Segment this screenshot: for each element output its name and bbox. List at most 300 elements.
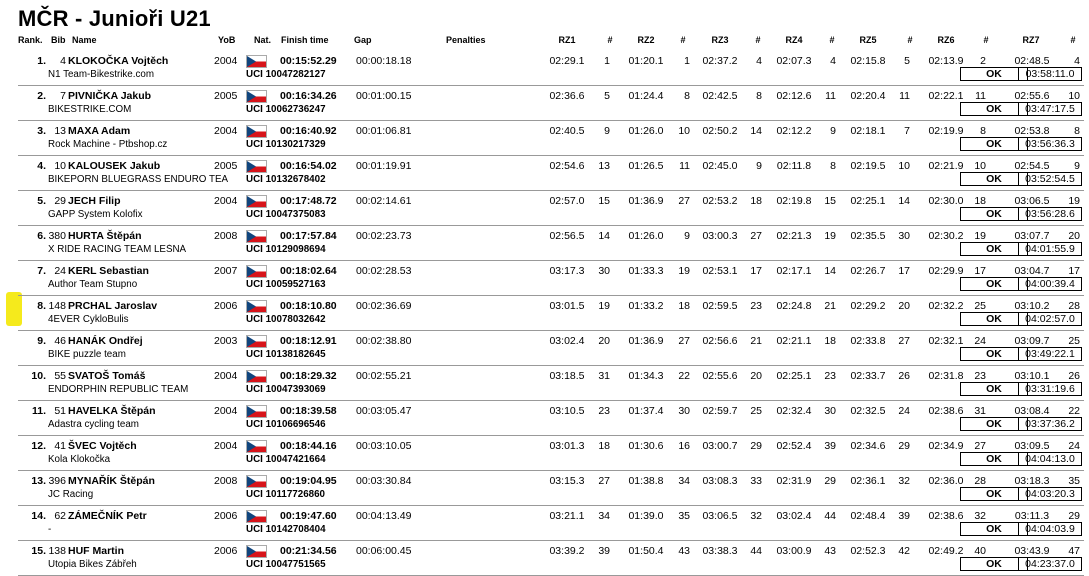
header-penalties: Penalties — [446, 35, 486, 45]
uci-id: UCI 10047421664 — [246, 454, 326, 465]
gap: 00:01:19.91 — [356, 160, 412, 172]
split-time-rz5: 02:33.8 — [850, 335, 886, 347]
split-rank-rz6: 25 — [974, 300, 986, 312]
split-rank-rz5: 20 — [898, 300, 910, 312]
split-time-rz3: 02:56.6 — [702, 335, 738, 347]
rider-name: HUF Martin — [68, 545, 124, 557]
split-time-rz3: 02:59.7 — [702, 405, 738, 417]
year-of-birth: 2008 — [214, 475, 238, 487]
split-rank-rz4: 4 — [830, 55, 836, 67]
split-time-rz3: 02:37.2 — [702, 55, 738, 67]
split-rank-rz3: 33 — [750, 475, 762, 487]
split-time-rz7: 03:18.3 — [1014, 475, 1050, 487]
year-of-birth: 2006 — [214, 545, 238, 557]
rider-name: HAVELKA Štěpán — [68, 405, 156, 417]
split-time-rz6: 02:36.0 — [928, 475, 964, 487]
split-time-rz1: 02:57.0 — [549, 195, 585, 207]
header-rz4: RZ4 — [785, 35, 803, 45]
split-rank-rz2: 43 — [678, 545, 690, 557]
split-time-rz5: 02:35.5 — [850, 230, 886, 242]
czech-flag-icon — [246, 300, 267, 313]
finish-time: 00:16:40.92 — [280, 125, 337, 137]
czech-flag-icon — [246, 405, 267, 418]
total-time: 04:04:13.0 — [1018, 452, 1082, 466]
bib: 62 — [54, 510, 66, 522]
split-rank-rz6: 28 — [974, 475, 986, 487]
split-time-rz5: 02:33.7 — [850, 370, 886, 382]
split-rank-rz5: 29 — [898, 440, 910, 452]
split-rank-rz3: 17 — [750, 265, 762, 277]
table-row — [18, 225, 1084, 261]
czech-flag-icon — [246, 125, 267, 138]
split-rank-rz1: 34 — [598, 510, 610, 522]
split-time-rz3: 03:38.3 — [702, 545, 738, 557]
split-time-rz6: 02:30.0 — [928, 195, 964, 207]
split-rank-rz5: 32 — [898, 475, 910, 487]
split-rank-rz2: 1 — [684, 55, 690, 67]
split-rank-rz4: 11 — [825, 90, 836, 102]
uci-id: UCI 10059527163 — [246, 279, 326, 290]
header-finish-time: Finish time — [281, 35, 329, 45]
table-row — [18, 50, 1084, 86]
split-time-rz1: 03:02.4 — [549, 335, 585, 347]
split-rank-rz4: 8 — [830, 160, 836, 172]
header-rz5-rank: # — [907, 35, 913, 45]
split-rank-rz2: 34 — [678, 475, 690, 487]
header-nat: Nat. — [254, 35, 272, 45]
header-bib: Bib — [51, 35, 66, 45]
gap: 00:01:00.15 — [356, 90, 412, 102]
split-time-rz7: 02:53.8 — [1014, 125, 1050, 137]
gap: 00:02:38.80 — [356, 335, 412, 347]
split-rank-rz7: 10 — [1068, 90, 1080, 102]
split-rank-rz4: 43 — [824, 545, 836, 557]
split-rank-rz6: 31 — [974, 405, 986, 417]
split-rank-rz1: 14 — [598, 230, 610, 242]
split-time-rz7: 03:10.1 — [1014, 370, 1050, 382]
split-time-rz1: 02:29.1 — [549, 55, 585, 67]
split-rank-rz5: 39 — [898, 510, 910, 522]
header-rank: Rank. — [18, 35, 43, 45]
split-time-rz2: 01:39.0 — [628, 510, 664, 522]
page-title: MČR - Junioři U21 — [18, 6, 211, 31]
split-time-rz5: 02:36.1 — [850, 475, 886, 487]
split-rank-rz7: 29 — [1068, 510, 1080, 522]
split-time-rz1: 03:18.5 — [549, 370, 585, 382]
uci-id: UCI 10142708404 — [246, 524, 326, 535]
split-rank-rz6: 10 — [974, 160, 986, 172]
year-of-birth: 2005 — [214, 90, 238, 102]
split-time-rz1: 03:17.3 — [549, 265, 585, 277]
split-time-rz6: 02:38.6 — [928, 405, 964, 417]
team-name: BIKEPORN BLUEGRASS ENDURO TEA — [48, 174, 229, 185]
split-rank-rz2: 30 — [678, 405, 690, 417]
bib: 7 — [60, 90, 66, 102]
split-time-rz2: 01:26.0 — [628, 125, 664, 137]
split-rank-rz3: 21 — [750, 335, 762, 347]
total-time: 03:49:22.1 — [1018, 347, 1082, 361]
team-name: N1 Team-Bikestrike.com — [48, 69, 154, 80]
split-time-rz4: 03:00.9 — [776, 545, 812, 557]
uci-id: UCI 10117726860 — [246, 489, 325, 500]
czech-flag-icon — [246, 160, 267, 173]
rider-name: KLOKOČKA Vojtěch — [68, 55, 169, 67]
status-badge: OK — [960, 312, 1028, 326]
split-rank-rz7: 28 — [1068, 300, 1080, 312]
split-time-rz4: 02:25.1 — [776, 370, 812, 382]
split-time-rz2: 01:36.9 — [628, 195, 664, 207]
split-rank-rz6: 19 — [974, 230, 986, 242]
table-row — [18, 330, 1084, 366]
gap: 00:03:10.05 — [356, 440, 412, 452]
split-time-rz4: 02:31.9 — [776, 475, 812, 487]
split-time-rz2: 01:30.6 — [628, 440, 664, 452]
rank: 11. — [31, 405, 46, 417]
table-row — [18, 400, 1084, 436]
split-rank-rz6: 18 — [974, 195, 986, 207]
split-rank-rz4: 30 — [824, 405, 836, 417]
split-time-rz2: 01:26.5 — [628, 160, 664, 172]
split-time-rz2: 01:33.3 — [628, 265, 664, 277]
split-rank-rz5: 17 — [898, 265, 910, 277]
uci-id: UCI 10047375083 — [246, 209, 326, 220]
split-rank-rz1: 15 — [598, 195, 610, 207]
split-time-rz3: 02:45.0 — [702, 160, 738, 172]
rider-name: MYNAŘÍK Štěpán — [68, 475, 155, 487]
header-yob: YoB — [218, 35, 236, 45]
split-time-rz6: 02:32.1 — [928, 335, 964, 347]
split-rank-rz5: 11 — [899, 90, 910, 102]
rider-name: HURTA Štěpán — [68, 230, 142, 242]
split-rank-rz4: 29 — [824, 475, 836, 487]
status-badge: OK — [960, 242, 1028, 256]
header-gap: Gap — [354, 35, 372, 45]
gap: 00:02:36.69 — [356, 300, 412, 312]
split-time-rz6: 02:21.9 — [928, 160, 964, 172]
split-time-rz7: 03:07.7 — [1014, 230, 1050, 242]
header-rz1: RZ1 — [558, 35, 576, 45]
split-time-rz7: 03:04.7 — [1014, 265, 1050, 277]
finish-time: 00:17:57.84 — [280, 230, 337, 242]
split-time-rz6: 02:31.8 — [928, 370, 964, 382]
split-time-rz3: 02:42.5 — [702, 90, 738, 102]
status-badge: OK — [960, 67, 1028, 81]
finish-time: 00:21:34.56 — [280, 545, 337, 557]
czech-flag-icon — [246, 440, 267, 453]
header-rz6: RZ6 — [937, 35, 955, 45]
rider-name: JECH Filip — [68, 195, 121, 207]
split-rank-rz7: 20 — [1068, 230, 1080, 242]
bib: 24 — [54, 265, 66, 277]
split-rank-rz4: 39 — [824, 440, 836, 452]
split-time-rz6: 02:34.9 — [928, 440, 964, 452]
split-time-rz4: 02:32.4 — [776, 405, 812, 417]
year-of-birth: 2003 — [214, 335, 238, 347]
bib: 148 — [48, 300, 66, 312]
split-time-rz3: 03:06.5 — [702, 510, 738, 522]
rider-name: ŠVEC Vojtěch — [68, 440, 137, 452]
rider-name: HANÁK Ondřej — [68, 335, 143, 347]
split-rank-rz7: 47 — [1068, 545, 1080, 557]
split-rank-rz3: 20 — [750, 370, 762, 382]
czech-flag-icon — [246, 195, 267, 208]
table-row — [18, 190, 1084, 226]
split-rank-rz4: 21 — [824, 300, 836, 312]
table-row — [18, 260, 1084, 296]
split-rank-rz6: 17 — [974, 265, 986, 277]
split-time-rz5: 02:48.4 — [850, 510, 886, 522]
year-of-birth: 2007 — [214, 265, 238, 277]
split-rank-rz3: 4 — [756, 55, 762, 67]
table-row — [18, 295, 1084, 331]
header-name: Name — [72, 35, 97, 45]
split-time-rz1: 03:15.3 — [549, 475, 585, 487]
split-time-rz3: 02:59.5 — [702, 300, 738, 312]
total-time: 04:23:37.0 — [1018, 557, 1082, 571]
split-rank-rz1: 18 — [598, 440, 610, 452]
year-of-birth: 2004 — [214, 370, 238, 382]
split-rank-rz5: 30 — [898, 230, 910, 242]
split-time-rz5: 02:19.5 — [850, 160, 886, 172]
split-rank-rz7: 26 — [1068, 370, 1080, 382]
status-badge: OK — [960, 452, 1028, 466]
header-rz5: RZ5 — [859, 35, 877, 45]
split-time-rz5: 02:52.3 — [850, 545, 886, 557]
split-time-rz7: 02:48.5 — [1014, 55, 1050, 67]
header-rz2: RZ2 — [637, 35, 655, 45]
czech-flag-icon — [246, 510, 267, 523]
split-rank-rz4: 19 — [824, 230, 836, 242]
year-of-birth: 2006 — [214, 510, 238, 522]
rider-name: SVATOŠ Tomáš — [68, 370, 146, 382]
split-rank-rz5: 10 — [898, 160, 910, 172]
table-row — [18, 540, 1084, 576]
uci-id: UCI 10130217329 — [246, 139, 326, 150]
split-time-rz5: 02:20.4 — [850, 90, 886, 102]
table-row — [18, 85, 1084, 121]
split-rank-rz2: 11 — [679, 160, 690, 172]
uci-id: UCI 10106696546 — [246, 419, 326, 430]
table-row — [18, 155, 1084, 191]
czech-flag-icon — [246, 475, 267, 488]
bib: 10 — [54, 160, 66, 172]
split-time-rz3: 03:08.3 — [702, 475, 738, 487]
split-time-rz2: 01:33.2 — [628, 300, 664, 312]
finish-time: 00:16:34.26 — [280, 90, 337, 102]
split-rank-rz7: 25 — [1068, 335, 1080, 347]
split-time-rz4: 02:19.8 — [776, 195, 812, 207]
header-rz6-rank: # — [983, 35, 989, 45]
status-badge: OK — [960, 487, 1028, 501]
split-time-rz3: 03:00.7 — [702, 440, 738, 452]
year-of-birth: 2006 — [214, 300, 238, 312]
czech-flag-icon — [246, 545, 267, 558]
split-time-rz3: 02:53.1 — [702, 265, 738, 277]
split-time-rz4: 02:11.8 — [776, 160, 812, 172]
bib: 29 — [54, 195, 66, 207]
split-time-rz4: 03:02.4 — [776, 510, 812, 522]
czech-flag-icon — [246, 230, 267, 243]
czech-flag-icon — [246, 90, 267, 103]
team-name: ENDORPHIN REPUBLIC TEAM — [48, 384, 189, 395]
split-time-rz4: 02:12.6 — [776, 90, 812, 102]
rank: 4. — [37, 160, 46, 172]
split-rank-rz2: 8 — [684, 90, 690, 102]
split-time-rz5: 02:25.1 — [850, 195, 886, 207]
uci-id: UCI 10047282127 — [246, 69, 326, 80]
split-rank-rz4: 23 — [824, 370, 836, 382]
split-time-rz7: 03:08.4 — [1014, 405, 1050, 417]
split-time-rz2: 01:24.4 — [628, 90, 664, 102]
uci-id: UCI 10062736247 — [246, 104, 326, 115]
split-rank-rz1: 1 — [604, 55, 610, 67]
split-time-rz6: 02:30.2 — [928, 230, 964, 242]
rank: 13. — [31, 475, 46, 487]
split-time-rz4: 02:21.1 — [776, 335, 812, 347]
header-rz3: RZ3 — [711, 35, 729, 45]
split-time-rz4: 02:24.8 — [776, 300, 812, 312]
split-rank-rz2: 27 — [678, 335, 690, 347]
split-time-rz5: 02:15.8 — [850, 55, 886, 67]
split-rank-rz6: 27 — [974, 440, 986, 452]
split-rank-rz6: 8 — [980, 125, 986, 137]
bib: 13 — [54, 125, 66, 137]
split-rank-rz5: 26 — [898, 370, 910, 382]
split-rank-rz7: 17 — [1068, 265, 1080, 277]
split-rank-rz2: 19 — [678, 265, 690, 277]
split-time-rz2: 01:34.3 — [628, 370, 664, 382]
total-time: 03:52:54.5 — [1018, 172, 1082, 186]
total-time: 04:03:20.3 — [1018, 487, 1082, 501]
czech-flag-icon — [246, 370, 267, 383]
finish-time: 00:18:39.58 — [280, 405, 337, 417]
split-rank-rz7: 8 — [1074, 125, 1080, 137]
table-row — [18, 120, 1084, 156]
gap: 00:00:18.18 — [356, 55, 412, 67]
split-rank-rz7: 35 — [1068, 475, 1080, 487]
czech-flag-icon — [246, 335, 267, 348]
split-rank-rz3: 9 — [756, 160, 762, 172]
total-time: 03:47:17.5 — [1018, 102, 1082, 116]
split-time-rz3: 03:00.3 — [702, 230, 738, 242]
uci-id: UCI 10047751565 — [246, 559, 326, 570]
bib: 396 — [48, 475, 66, 487]
rider-name: MAXA Adam — [68, 125, 131, 137]
gap: 00:03:05.47 — [356, 405, 412, 417]
finish-time: 00:18:29.32 — [280, 370, 337, 382]
split-time-rz1: 02:56.5 — [549, 230, 585, 242]
header-rz2-rank: # — [680, 35, 686, 45]
split-time-rz5: 02:18.1 — [850, 125, 886, 137]
split-time-rz6: 02:38.6 — [928, 510, 964, 522]
split-time-rz1: 03:21.1 — [549, 510, 585, 522]
team-name: - — [48, 524, 52, 535]
split-rank-rz7: 24 — [1068, 440, 1080, 452]
table-row — [18, 505, 1084, 541]
split-time-rz2: 01:36.9 — [628, 335, 664, 347]
split-time-rz7: 03:43.9 — [1014, 545, 1050, 557]
split-time-rz7: 03:06.5 — [1014, 195, 1050, 207]
bib: 138 — [48, 545, 66, 557]
split-time-rz5: 02:32.5 — [850, 405, 886, 417]
split-time-rz4: 02:12.2 — [776, 125, 812, 137]
status-badge: OK — [960, 102, 1028, 116]
split-time-rz1: 02:54.6 — [549, 160, 585, 172]
split-time-rz4: 02:21.3 — [776, 230, 812, 242]
status-badge: OK — [960, 382, 1028, 396]
split-time-rz7: 03:09.7 — [1014, 335, 1050, 347]
uci-id: UCI 10078032642 — [246, 314, 326, 325]
split-time-rz5: 02:26.7 — [850, 265, 886, 277]
rank: 8. — [37, 300, 46, 312]
rank: 6. — [37, 230, 46, 242]
bib: 51 — [54, 405, 66, 417]
rank: 2. — [37, 90, 46, 102]
rank: 1. — [37, 55, 46, 67]
split-rank-rz2: 16 — [678, 440, 690, 452]
split-rank-rz4: 14 — [824, 265, 836, 277]
team-name: BIKE puzzle team — [48, 349, 126, 360]
split-time-rz7: 03:10.2 — [1014, 300, 1050, 312]
split-time-rz6: 02:49.2 — [928, 545, 964, 557]
team-name: Kola Klokočka — [48, 454, 111, 465]
split-rank-rz3: 23 — [750, 300, 762, 312]
table-row — [18, 365, 1084, 401]
split-rank-rz5: 5 — [904, 55, 910, 67]
rank: 14. — [31, 510, 46, 522]
total-time: 03:31:19.6 — [1018, 382, 1082, 396]
split-rank-rz2: 18 — [678, 300, 690, 312]
total-time: 04:00:39.4 — [1018, 277, 1082, 291]
split-time-rz7: 03:11.3 — [1014, 510, 1050, 522]
rider-name: ZÁMEČNÍK Petr — [68, 510, 147, 522]
year-of-birth: 2004 — [214, 195, 238, 207]
split-rank-rz3: 27 — [750, 230, 762, 242]
split-time-rz1: 03:01.3 — [549, 440, 585, 452]
team-name: Adastra cycling team — [48, 419, 139, 430]
split-rank-rz5: 42 — [898, 545, 910, 557]
total-time: 04:01:55.9 — [1018, 242, 1082, 256]
rank: 12. — [31, 440, 46, 452]
gap: 00:03:30.84 — [356, 475, 412, 487]
split-time-rz2: 01:38.8 — [628, 475, 664, 487]
bib: 46 — [54, 335, 66, 347]
split-time-rz7: 02:54.5 — [1014, 160, 1050, 172]
bib: 380 — [48, 230, 66, 242]
total-time: 03:37:36.2 — [1018, 417, 1082, 431]
uci-id: UCI 10132678402 — [246, 174, 326, 185]
split-time-rz5: 02:29.2 — [850, 300, 886, 312]
split-time-rz1: 03:01.5 — [549, 300, 585, 312]
split-rank-rz1: 30 — [598, 265, 610, 277]
rank: 3. — [37, 125, 46, 137]
finish-time: 00:19:04.95 — [280, 475, 337, 487]
split-rank-rz6: 24 — [974, 335, 986, 347]
finish-time: 00:18:12.91 — [280, 335, 337, 347]
split-rank-rz5: 7 — [904, 125, 910, 137]
split-rank-rz4: 44 — [824, 510, 836, 522]
split-time-rz2: 01:37.4 — [628, 405, 664, 417]
split-time-rz1: 03:10.5 — [549, 405, 585, 417]
split-rank-rz2: 27 — [678, 195, 690, 207]
status-badge: OK — [960, 207, 1028, 221]
total-time: 03:56:36.3 — [1018, 137, 1082, 151]
team-name: 4EVER CykloBulis — [48, 314, 129, 325]
total-time: 03:58:11.0 — [1018, 67, 1082, 81]
split-rank-rz2: 22 — [678, 370, 690, 382]
split-rank-rz1: 39 — [598, 545, 610, 557]
rider-name: KALOUSEK Jakub — [68, 160, 161, 172]
